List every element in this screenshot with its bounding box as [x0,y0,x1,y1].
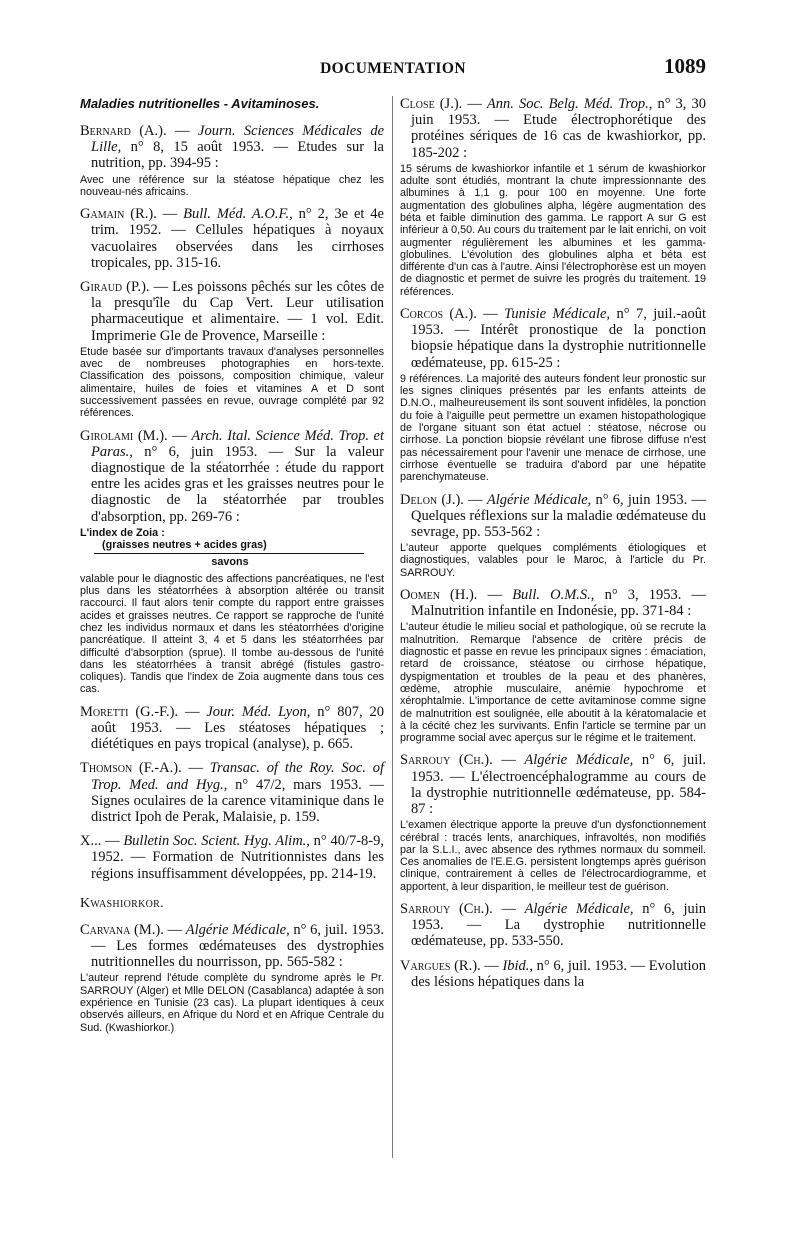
entry-delon [400,492,706,580]
author: Corcos (A.). [400,306,477,323]
citation-details: n° 40/7-8-9, 1952. — Formation de Nutritionnistes dans les régions insuffisamment développées, pp. 214-19. [91,833,385,882]
column-divider [392,96,393,1158]
entry-carvana [80,922,384,1034]
entry-girolami [80,428,384,696]
entry-x [80,833,384,882]
formula-numerator: (graisses neutres + acides gras) [102,539,267,552]
abstract: L'examen électrique apporte la preuve d'un dysfonctionnement cérébral : tracés lents, anarchiques, infravoltés, non modifiés par la S.L.I., avec absence des rythmes normaux du sommeil. Ces anomalies de l'E.E.G. persistent longtemps après guérison clinique, contrairement à celles de l'électrocardiogramme, et apportent, à leur disparition, le meilleur test de guérison. [400,819,706,893]
entry-close [400,96,706,298]
citation-details: n° 3, 1953. — Malnutrition infantile en Indonésie, pp. 371-84 : [411,587,707,620]
abstract: L'auteur apporte quelques compléments étiologiques et diagnostiques, valables pour le Maroc, à l'article du Pr. SARROUY. [400,542,706,579]
left-column [80,96,384,1042]
citation: Moretti (G.-F.). — Jour. Méd. Lyon, n° 807, 20 août 1953. — Les stéatoses hépatiques ; diététiques en pays tropical (analyse), p. 665. [80,703,384,753]
journal: Algérie Médicale, [524,901,634,918]
journal: Bull. O.M.S., [512,587,595,604]
citation-details: n° 8, 15 août 1953. — Etudes sur la nutrition, pp. 394-95 : [91,139,384,172]
journal: Bulletin Soc. Scient. Hyg. Alim., [123,833,310,850]
citation: Delon (J.). — Algérie Médicale, n° 6, juin 1953. — Quelques réflexions sur la maladie œdémateuse du sevrage, pp. 553-562 : [400,491,707,540]
author: Gamain (R.). [80,206,157,223]
citation: Vargues (R.). — Ibid., n° 6, juil. 1953. — Evolution des lésions hépatiques dans la [400,957,706,990]
citation [80,279,384,344]
fraction-bar [94,553,364,554]
page-header [80,54,706,84]
citation: X... — Bulletin Soc. Scient. Hyg. Alim., n° 40/7-8-9, 1952. — Formation de Nutritionnistes dans les régions insuffisamment développées, pp. 214-19. [80,833,385,882]
citation-details: n° 807, 20 août 1953. — Les stéatoses hépatiques ; diététiques en pays tropical (analyse), p. 665. [91,703,384,753]
citation-details: n° 47/2, mars 1953. — Signes oculaires de la carence vitaminique dans le district Ipoh de Perak, Malaisie, p. 159. [91,776,385,825]
author: Thomson (F.-A.). [80,760,182,777]
entry-gamain [80,206,384,271]
citation: Bernard (A.). — Journ. Sciences Médicales de Lille, n° 8, 15 août 1953. — Etudes sur la nutrition, pp. 394-95 : [80,123,385,172]
entry-sarrouy-dystrophie [400,901,706,950]
citation: Thomson (F.-A.). — Transac. of the Roy. Soc. of Trop. Med. and Hyg., n° 47/2, mars 1953. — Signes oculaires de la carence vitaminique dans le district Ipoh de Perak, Malaisie, p. 159. [80,760,385,825]
entry-thomson [80,760,384,825]
journal: Arch. Ital. Science Méd. Trop. et Paras., [91,427,385,460]
citation: Close (J.). — Ann. Soc. Belg. Méd. Trop., n° 3, 30 juin 1953. — Etude électrophorétique des protéines sériques de 16 cas de kwashiorkor, pp. 185-202 : [400,96,706,161]
author: Close (J.). [400,96,463,112]
journal: Algérie Médicale, [524,752,634,769]
citation: Corcos (A.). — Tunisie Médicale, n° 7, juil.-août 1953. — Intérêt pronostique de la ponction biopsie hépatique dans la dystrophie nutritionnelle œdémateuse, pp. 615-25 : [400,306,707,371]
zoia-index-formula [80,527,384,569]
author: X... [80,833,102,850]
journal: Ibid., [502,957,534,974]
abstract: 9 références. La majorité des auteurs fondent leur pronostic sur les signes cliniques présentés par les enfants atteints de D.N.O., malheureusement ils sont souvent infidèles, la ponction du foie à l'aiguille peut permettre un examen histopathologique de l'organe situant son état actuel : stéatose, nécrose ou cirrhose. La ponction biopsie révélant une fibrose diffuse n'est pas nécessairement pour l'avenir une menace de cirrhose, une cirrhose éventuelle se traduira d'abord par une hépatite parenchymateuse. [400,372,706,484]
abstract: 15 sérums de kwashiorkor infantile et 1 sérum de kwashiorkor adulte sont étudiés, montrant la chute impressionnante des albumines à 1,1 g. pour 100 en moyenne. Une forte augmentation des globulines alpha, légère augmentation des béta et faible diminution des gamma. Le rapport A sur G est inférieur à 0,50. Au cours du traitement par le lait enrichi, on voit augmenter régulièrement les albumines et les gamma-globulines. L'évolution des globulines alpha et béta est différente d'un cas à l'autre. Ainsi l'électrophorèse est un moyen de diagnostic et permet de suivre les progrès du traitement. 19 références. [400,162,706,298]
journal: Jour. Méd. Lyon, [206,703,311,720]
author: Girolami (M.). [80,427,168,444]
abstract: L'auteur étudie le milieu social et pathologique, où se recrute la malnutrition. Remarque l'absence de critère précis de diagnostic et passe en revue les principaux signes : émaciation, retard de croissance, stéatose ou cirrhose hépatique, dyspigmentation et troubles de la peau et des phanères, œdème, atrophie musculaire, anémie hypochrome et xérophtalmie. L'importance de cette avitaminose comme signe de malnutrition est soulignée, elle aboutit à la kératomalacie et à la cécité chez les survivants. Enfin l'article se termine par un programme social avec aperçus sur le régime et le traitement. [400,621,706,745]
page-number: 1089 [664,54,706,78]
citation: Oomen (H.). — Bull. O.M.S., n° 3, 1953. — Malnutrition infantile en Indonésie, pp. 371-84 : [400,587,707,620]
entry-sarrouy-eeg [400,752,706,893]
citation-details: n° 6, juil. 1953. — Evolution des lésions hépatiques dans la [411,957,706,990]
author: Oomen (H.). [400,587,478,604]
citation: Gamain (R.). — Bull. Méd. A.O.F., n° 2, 3e et 4e trim. 1952. — Cellules hépatiques à noyaux vacuolaires observées dans les cirrhoses tropicales, pp. 315-16. [80,206,384,271]
abstract: L'auteur reprend l'étude complète du syndrome après le Pr. SARROUY (Alger) et Mlle DELON (Casablanca) adaptée à son expérience en Tunisie (23 cas). La plupart identiques à ceux observés ailleurs, en Afrique du Nord et en Afrique Centrale du Sud. (Kwashiorkor.) [80,972,384,1034]
abstract: Avec une référence sur la stéatose hépatique chez les nouveau-nés africains. [80,173,384,198]
entry-bernard [80,123,384,198]
citation-details: n° 6, juil. 1953. — L'électroencéphalogramme au cours de la dystrophie nutritionnelle œdémateuse, pp. 584-87 : [411,752,706,818]
entry-moretti [80,704,384,753]
section-heading-avitaminoses: Maladies nutritionelles - Avitaminoses. [80,96,320,111]
journal: Tunisie Médicale, [504,306,611,323]
citation-details: n° 6, juin 1953. — La dystrophie nutritionnelle œdémateuse, pp. 533-550. [411,901,707,950]
journal: Algérie Médicale, [185,921,290,938]
citation: Sarrouy (Ch.). — Algérie Médicale, n° 6, juil. 1953. — L'électroencéphalogramme au cours de la dystrophie nutritionnelle œdémateuse, pp. 584-87 : [400,752,706,818]
author: Delon (J.). [400,491,464,508]
formula-intro: L'index de Zoia : [80,526,165,539]
journal: Bull. Méd. A.O.F., [183,206,293,223]
citation-details: n° 2, 3e et 4e trim. 1952. — Cellules hépatiques à noyaux vacuolaires observées dans les cirrhoses tropicales, pp. 315-16. [91,206,384,271]
citation: Sarrouy (Ch.). — Algérie Médicale, n° 6, juin 1953. — La dystrophie nutritionnelle œdémateuse, pp. 533-550. [400,901,707,950]
journal: Algérie Médicale, [486,491,592,508]
author: Carvana (M.). [80,921,164,938]
entry-giraud [80,279,384,420]
entry-oomen [400,587,706,744]
journal: Journ. Sciences Médicales de Lille, [91,123,385,156]
formula-denominator: savons [211,556,249,569]
entry-vargues [400,958,706,990]
entry-corcos [400,306,706,483]
author: Sarrouy (Ch.). [400,901,493,918]
abstract: valable pour le diagnostic des affections pancréatiques, ne l'est plus dans les stéatorrhées à absorption altérée ou transit raccourci. Il faut alors tenir compte du rapport entre graisses acides et graisses neutres. Ce rapport se rapproche de l'unité chez les individus normaux et dans les stéatorrhées d'origine pancréatique. Il atteint 3, 4 et 5 dans les stéatorrhées par difficulté d'absorption (sprue). Il tombe au-dessous de l'unité dans les stéatorrhées à transit abrégé (fistules gastro-coliques). Tandis que l'index de Zoia augmente dans tous ces cas. [80,572,384,696]
running-title: DOCUMENTATION [320,60,466,77]
journal: Transac. of the Roy. Soc. of Trop. Med. and Hyg., [91,760,384,793]
journal: Ann. Soc. Belg. Méd. Trop., [486,96,653,112]
right-column [400,96,706,998]
citation-details: n° 3, 30 juin 1953. — Etude électrophorétique des protéines sériques de 16 cas de kwashiorkor, pp. 185-202 : [411,96,706,161]
author: Moretti (G.-F.). [80,703,179,720]
abstract: Etude basée sur d'importants travaux d'analyses personnelles avec de nombreuses photographies en hors-texte. Classification des poissons, composition chimique, valeur alimentaire, huiles de foies et vitamines A et D sont successivement passées en revue, ouvrage complété par 92 références. [80,345,384,420]
citation-details: n° 6, juil. 1953. — Les formes œdémateuses des dystrophies nutritionnelles du nourrisson, pp. 565-582 : [91,921,385,971]
author: Bernard (A.). [80,123,167,139]
citation: Carvana (M.). — Algérie Médicale, n° 6, juil. 1953. — Les formes œdémateuses des dystrophies nutritionnelles du nourrisson, pp. 565-582 : [80,921,385,971]
section-heading-kwashiorkor: Kwashiorkor. [80,895,164,911]
citation-details: — Les poissons pêchés sur les côtes de la presqu'île du Cap Vert. Leur utilisation pharmaceutique et alimentaire. — 1 vol. Edit. Imprimerie Gle de Provence, Marseille : [91,279,384,344]
author: Giraud (P.). [80,279,150,296]
citation: Girolami (M.). — Arch. Ital. Science Méd. Trop. et Paras., n° 6, juin 1953. — Sur la valeur diagnostique de la stéatorrhée : étude du rapport entre les acides gras et les graisses neutres pour le diagnostic de la stéatorrhée par troubles d'absorption, pp. 269-76 : [80,427,385,525]
citation-details: n° 7, juil.-août 1953. — Intérêt pronostique de la ponction biopsie hépatique dans la dystrophie nutritionnelle œdémateuse, pp. 615-25 : [411,306,707,371]
citation-details: n° 6, juin 1953. — Quelques réflexions sur la maladie œdémateuse du sevrage, pp. 553-562 : [411,491,707,540]
author: Vargues (R.). [400,957,481,974]
author: Sarrouy (Ch.). [400,752,493,769]
citation-details: n° 6, juin 1953. — Sur la valeur diagnostique de la stéatorrhée : étude du rapport entre les acides gras et les graisses neutres pour le diagnostic de la stéatorrhée par troubles d'absorption, pp. 269-76 : [91,443,385,525]
